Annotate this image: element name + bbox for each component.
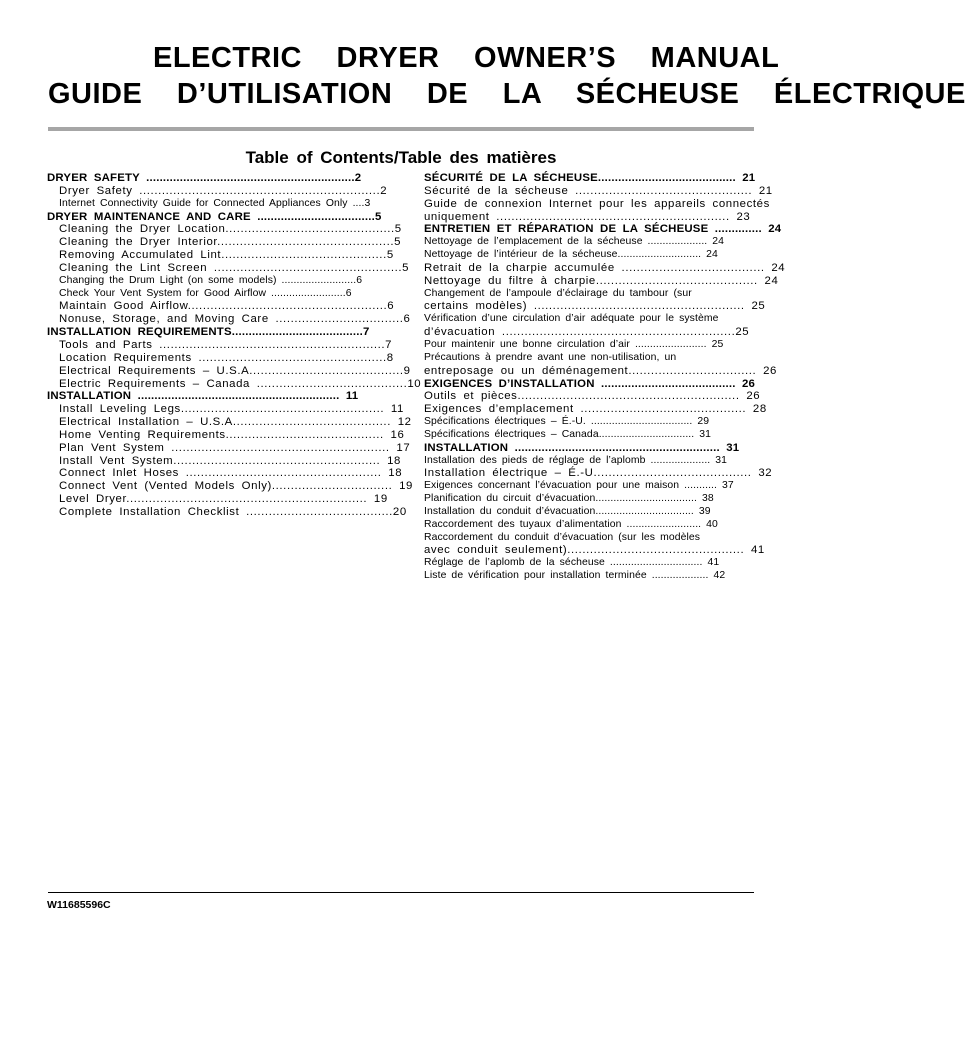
toc-entry: Dryer Safety ................................................................2 bbox=[59, 184, 388, 197]
toc-section-entry: DRYER MAINTENANCE AND CARE ...................................5 bbox=[47, 210, 382, 223]
toc-entry: Planification du circuit d’évacuation.................................. 38 bbox=[424, 493, 714, 505]
toc-entry: Home Venting Requirements.......................................... 16 bbox=[59, 428, 405, 441]
toc-entry: Connect Vent (Vented Models Only)................................ 19 bbox=[59, 480, 413, 493]
toc-entry: Raccordement des tuyaux d’alimentation ......................... 40 bbox=[424, 518, 718, 530]
toc-entry: Sécurité de la sécheuse ............................................... 21 bbox=[424, 184, 773, 197]
toc-entry: Précautions à prendre avant une non-utilisation, un bbox=[424, 351, 677, 363]
toc-entry: Installation des pieds de réglage de l’aplomb .................... 31 bbox=[424, 454, 728, 466]
toc-column-french bbox=[424, 172, 802, 583]
toc-entry: Nettoyage du filtre à charpie........................................... 24 bbox=[424, 274, 779, 287]
toc-entry: Raccordement du conduit d’évacuation (sur les modèles bbox=[424, 531, 701, 543]
toc-entry: Electrical Installation – U.S.A.......................................... 12 bbox=[59, 416, 412, 429]
toc-section-entry: DRYER SAFETY ..............................................................2 bbox=[47, 172, 362, 184]
toc-entry: Outils et pièces........................................................... 26 bbox=[424, 390, 761, 403]
toc-entry: Nettoyage de l’emplacement de la sécheuse .................... 24 bbox=[424, 236, 725, 248]
toc-section-entry: SÉCURITÉ DE LA SÉCHEUSE......................................... 21 bbox=[424, 172, 756, 184]
document-code: W11685596C bbox=[47, 899, 111, 911]
toc-entry: Level Dryer................................................................ 19 bbox=[59, 493, 388, 506]
toc-entry: d’évacuation ..............................................................25 bbox=[424, 326, 750, 339]
toc-entry: Cleaning the Dryer Interior...............................................5 bbox=[59, 236, 402, 249]
toc-entry: certains modèles) ........................................................ 25 bbox=[424, 300, 766, 313]
header-divider bbox=[48, 127, 754, 131]
toc-entry: Spécifications électriques – É.-U. .................................. 29 bbox=[424, 416, 710, 428]
toc-entry: Internet Connectivity Guide for Connected Appliances Only ....3 bbox=[59, 197, 371, 209]
toc-entry: Installation électrique – É.-U.......................................... 32 bbox=[424, 467, 773, 480]
toc-entry: Vérification d’une circulation d’air adéquate pour le système bbox=[424, 313, 719, 325]
toc-section-entry: INSTALLATION ............................................................. 31 bbox=[424, 441, 740, 454]
toc-entry: Complete Installation Checklist .......................................20 bbox=[59, 505, 407, 518]
toc-entry: Changing the Drum Light (on some models) .........................6 bbox=[59, 274, 363, 286]
toc-entry: entreposage ou un déménagement.................................. 26 bbox=[424, 364, 777, 377]
toc-entry: Electrical Requirements – U.S.A.........................................9 bbox=[59, 364, 411, 377]
toc-entry: Connect Inlet Hoses .................................................... 18 bbox=[59, 467, 403, 480]
toc-entry: Check Your Vent System for Good Airflow .........................6 bbox=[59, 287, 352, 299]
toc-entry: Cleaning the Dryer Location.............................................5 bbox=[59, 223, 402, 236]
toc-entry: Location Requirements ..................................................8 bbox=[59, 351, 394, 364]
toc-entry: Réglage de l’aplomb de la sécheuse ............................... 41 bbox=[424, 557, 720, 569]
toc-entry: Spécifications électriques – Canada................................ 31 bbox=[424, 428, 712, 440]
toc-heading: Table of Contents/Table des matières bbox=[245, 148, 557, 167]
toc-entry: Guide de connexion Internet pour les appareils connectés bbox=[424, 197, 770, 210]
toc-section-entry: INSTALLATION REQUIREMENTS.......................................7 bbox=[47, 326, 370, 339]
manual-title-english: ELECTRIC DRYER OWNER’S MANUAL bbox=[153, 42, 780, 74]
toc-entry: Changement de l’ampoule d’éclairage du tambour (sur bbox=[424, 287, 692, 299]
toc-entry: Plan Vent System .......................................................... 17 bbox=[59, 441, 411, 454]
manual-title-french: GUIDE D’UTILISATION DE LA SÉCHEUSE ÉLECTRIQUE bbox=[48, 78, 966, 110]
toc-entry: Electric Requirements – Canada ........................................10 bbox=[59, 377, 422, 390]
toc-entry: Retrait de la charpie accumulée ...................................... 24 bbox=[424, 261, 786, 274]
toc-column-english bbox=[47, 172, 423, 519]
toc-entry: Installation du conduit d’évacuation................................. 39 bbox=[424, 505, 711, 517]
toc-entry: Nettoyage de l’intérieur de la sécheuse............................ 24 bbox=[424, 249, 718, 261]
toc-entry: Cleaning the Lint Screen ..................................................5 bbox=[59, 261, 410, 274]
toc-entry: Liste de vérification pour installation terminée ................... 42 bbox=[424, 570, 726, 582]
toc-entry: avec conduit seulement)............................................... 41 bbox=[424, 544, 765, 557]
toc-entry: Install Leveling Legs...................................................... 11 bbox=[59, 403, 404, 416]
toc-entry: uniquement .............................................................. 23 bbox=[424, 210, 751, 223]
toc-entry: Exigences d’emplacement ............................................ 28 bbox=[424, 403, 767, 416]
toc-entry: Removing Accumulated Lint............................................5 bbox=[59, 249, 394, 262]
toc-entry: Install Vent System....................................................... 18 bbox=[59, 454, 401, 467]
toc-entry: Pour maintenir une bonne circulation d’air ........................ 25 bbox=[424, 338, 724, 350]
toc-entry: Nonuse, Storage, and Moving Care ..................................6 bbox=[59, 313, 411, 326]
toc-entry: Tools and Parts ............................................................7 bbox=[59, 338, 393, 351]
toc-section-entry: ENTRETIEN ET RÉPARATION DE LA SÉCHEUSE .............. 24 bbox=[424, 223, 782, 236]
footer-divider bbox=[48, 892, 754, 893]
toc-section-entry: INSTALLATION ............................................................ 11 bbox=[47, 390, 359, 403]
toc-entry: Exigences concernant l’évacuation pour une maison ........... 37 bbox=[424, 480, 734, 492]
toc-section-entry: EXIGENCES D’INSTALLATION ........................................ 26 bbox=[424, 377, 756, 390]
toc-entry: Maintain Good Airflow.....................................................6 bbox=[59, 300, 395, 313]
